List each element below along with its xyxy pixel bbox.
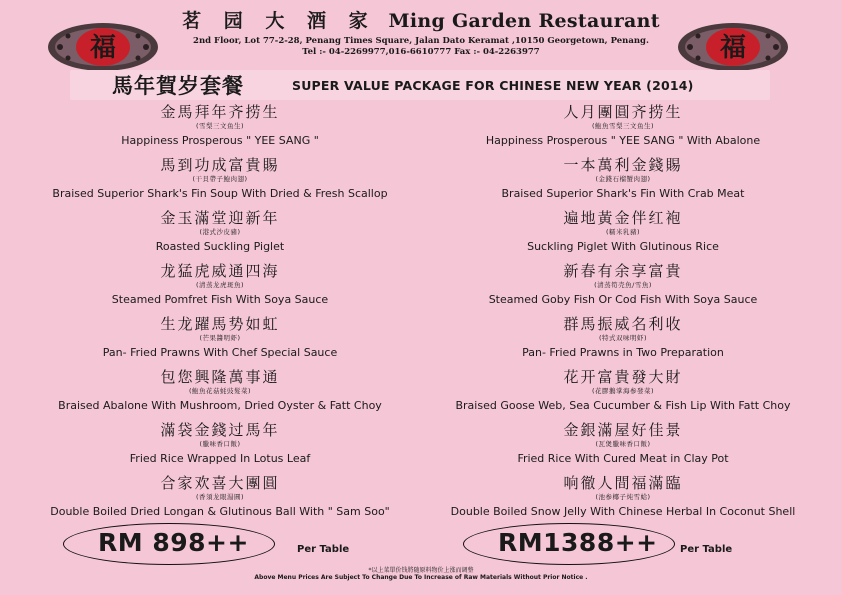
dish-name-cn: 群馬振威名利收 <box>563 315 683 333</box>
menu-item <box>423 471 823 524</box>
dish-name-en: Happiness Prosperous " YEE SANG " <box>121 134 319 147</box>
menu-item <box>423 365 823 418</box>
menu-item <box>20 365 420 418</box>
emblem-fu-char: 福 <box>89 33 117 63</box>
dish-name-en: Steamed Goby Fish Or Cod Fish With Soya Sauce <box>488 293 758 306</box>
dish-name-en: Braised Superior Shark's Fin With Crab Meat <box>501 187 745 200</box>
dish-name-cn: 包您興隆萬事通 <box>160 368 280 386</box>
fu-emblem-right-icon <box>676 18 791 73</box>
dish-note-cn: (清蒸筍壳魚/雪魚) <box>594 281 652 289</box>
dish-name-cn: 合家欢喜大團圓 <box>160 474 280 492</box>
menu-item <box>423 312 823 365</box>
dish-note-cn: (雪梨三文鱼生) <box>195 122 245 130</box>
dish-note-cn: (香須龙眼湯圓) <box>195 493 245 501</box>
dish-name-cn: 响徹人間福滿臨 <box>563 474 683 492</box>
per-table-label-1388: Per Table <box>680 544 733 555</box>
dish-name-en: Roasted Suckling Piglet <box>155 240 285 253</box>
dish-name-en: Braised Abalone With Mushroom, Dried Oyster & Fatt Choy <box>58 399 382 412</box>
restaurant-name-en: Ming Garden Restaurant <box>388 10 660 32</box>
menu-column-898 <box>20 100 420 524</box>
dish-name-en: Braised Goose Web, Sea Cucumber & Fish Lip With Fatt Choy <box>455 399 791 412</box>
dish-name-en: Pan- Fried Prawns With Chef Special Sauce <box>102 346 338 359</box>
dish-note-cn: (花膠鵝掌海参發菜) <box>591 387 655 395</box>
menu-item <box>20 312 420 365</box>
dish-note-cn: (干貝帶子鮑肉翅) <box>192 175 248 183</box>
dish-name-cn: 金銀滿屋好佳景 <box>563 421 683 439</box>
dish-note-cn: (糯米乳豬) <box>605 228 641 236</box>
dish-name-cn: 花开富貴發大財 <box>563 368 683 386</box>
dish-name-cn: 人月團圓齐捞生 <box>563 103 683 121</box>
dish-name-en: Fried Rice Wrapped In Lotus Leaf <box>129 452 311 465</box>
dish-note-cn: (鮑魚花菇蚝豉髮菜) <box>188 387 252 395</box>
package-title-cn: 馬年賀岁套餐 <box>112 73 244 98</box>
dish-name-en: Double Boiled Snow Jelly With Chinese Herbal In Coconut Shell <box>450 505 796 518</box>
dish-note-cn: (金錢石榴蟹肉翅) <box>595 175 651 183</box>
menu-item <box>423 153 823 206</box>
dish-name-cn: 馬到功成富貴賜 <box>160 156 280 174</box>
restaurant-phone: Tel :- 04-2269977,016-6610777 Fax :- 04-2263977 <box>302 47 540 57</box>
dish-name-cn: 龙猛虎威通四海 <box>160 262 280 280</box>
per-table-label-898: Per Table <box>297 544 350 555</box>
menu-item <box>423 259 823 312</box>
restaurant-header <box>0 0 842 80</box>
menu-item <box>423 100 823 153</box>
dish-name-en: Happiness Prosperous " YEE SANG " With Abalone <box>485 134 761 147</box>
dish-note-cn: (特式双味明虾) <box>598 334 648 342</box>
dish-name-cn: 新春有余享富貴 <box>563 262 683 280</box>
dish-note-cn: (芒果醬明虾) <box>199 334 241 342</box>
dish-name-en: Fried Rice With Cured Meat in Clay Pot <box>517 452 729 465</box>
fu-emblem-left-icon <box>46 18 161 73</box>
dish-name-en: Double Boiled Dried Longan & Glutinous Ball With " Sam Soo" <box>50 505 390 518</box>
menu-item <box>20 206 420 259</box>
price-note-cn: *以上菜單价钱將随原料物价上涨而调整 <box>368 567 474 574</box>
menu-item <box>20 153 420 206</box>
dish-name-cn: 一本萬利金錢賜 <box>563 156 683 174</box>
dish-note-cn: (池参椰子炖雪蛤) <box>595 493 651 501</box>
menu-item <box>20 471 420 524</box>
dish-name-cn: 生龙躍馬势如虹 <box>160 315 280 333</box>
price-note-en: Above Menu Prices Are Subject To Change Due To Increase of Raw Materials Without Prior Notice . <box>254 574 588 581</box>
price-1388: RM1388++ <box>498 528 658 557</box>
dish-name-cn: 遍地黃金伴红袍 <box>563 209 683 227</box>
menu-item <box>20 418 420 471</box>
dish-name-en: Pan- Fried Prawns in Two Preparation <box>522 346 724 359</box>
dish-note-cn: (瓦煲臘味香口飯) <box>595 440 651 448</box>
dish-name-cn: 金玉滿堂迎新年 <box>160 209 280 227</box>
menu-item <box>20 259 420 312</box>
menu-column-1388 <box>423 100 823 524</box>
dish-note-cn: (鮑魚雪梨三文鱼生) <box>591 122 655 130</box>
package-title-en: SUPER VALUE PACKAGE FOR CHINESE NEW YEAR (2014) <box>292 78 694 93</box>
dish-note-cn: (清蒸龙虎斑魚) <box>195 281 245 289</box>
price-898: RM 898++ <box>98 528 249 557</box>
dish-name-en: Braised Superior Shark's Fin Soup With Dried & Fresh Scallop <box>52 187 388 200</box>
dish-note-cn: (臘味香口飯) <box>199 440 241 448</box>
dish-name-en: Steamed Pomfret Fish With Soya Sauce <box>111 293 329 306</box>
dish-name-cn: 金馬拜年齐捞生 <box>160 103 280 121</box>
restaurant-address: 2nd Floor, Lot 77-2-28, Penang Times Square, Jalan Dato Keramat ,10150 Georgetown, Penang. <box>193 36 649 46</box>
restaurant-name-cn: 茗 园 大 酒 家 <box>182 10 376 32</box>
dish-name-cn: 滿袋金錢过馬年 <box>160 421 280 439</box>
emblem-fu-char: 福 <box>719 33 747 63</box>
menu-item <box>20 100 420 153</box>
dish-note-cn: (港式沙皮豬) <box>199 228 241 236</box>
dish-name-en: Suckling Piglet With Glutinous Rice <box>527 240 719 253</box>
menu-item <box>423 206 823 259</box>
menu-item <box>423 418 823 471</box>
